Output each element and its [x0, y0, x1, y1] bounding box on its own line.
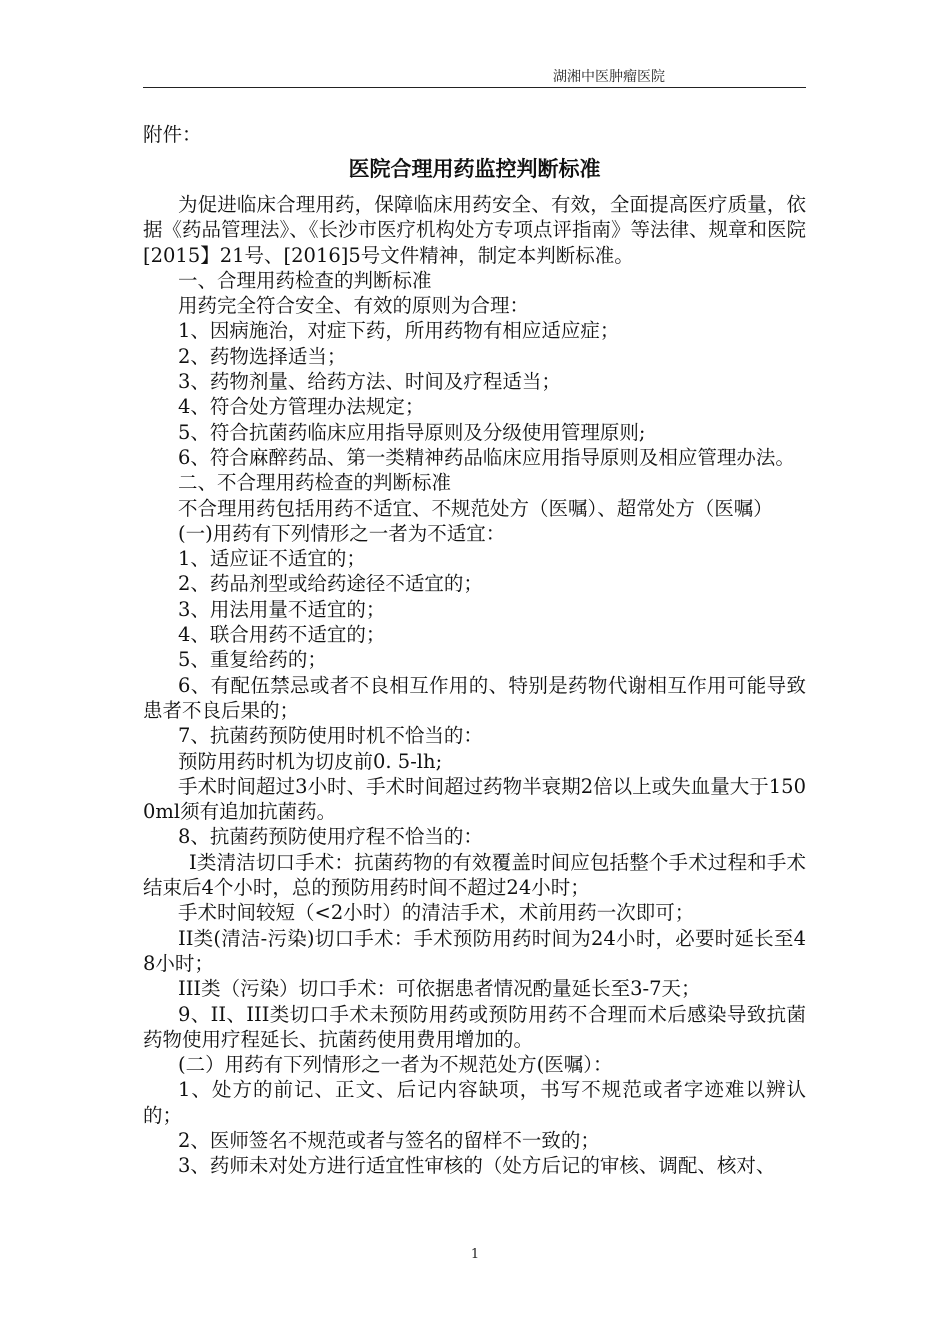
paragraph: 一、合理用药检查的判断标准: [178, 268, 432, 292]
paragraph: 用药完全符合安全、有效的原则为合理：: [178, 294, 530, 318]
paragraph: I类清洁切口手术：抗菌药物的有效覆盖时间应包括整个手术过程和手术结束后4个小时，总的预防用药时间不超过24小时；: [143, 850, 806, 900]
paragraph: (二）用药有下列情形之一者为不规范处方(医嘱）：: [178, 1053, 613, 1077]
paragraph: 手术时间超过3小时、手术时间超过药物半衰期2倍以上或失血量大于1500ml须有追加抗菌药。: [143, 774, 806, 824]
document-title: 医院合理用药监控判断标准: [348, 157, 601, 181]
paragraph: 2、药物选择适当；: [178, 344, 347, 368]
paragraph: 不合理用药包括用药不适宜、不规范处方（医嘱）、超常处方（医嘱）: [178, 496, 773, 520]
running-header: 湖湘中医肿瘤医院: [553, 69, 665, 85]
paragraph: 5、符合抗菌药临床应用指导原则及分级使用管理原则;: [178, 420, 646, 444]
attachment-label: 附件：: [143, 123, 202, 146]
paragraph: 3、用法用量不适宜的；: [178, 597, 386, 621]
paragraph: 1、处方的前记、正文、后记内容缺项，书写不规范或者字迹难以辨认的；: [143, 1078, 806, 1127]
page-number: 1: [470, 1247, 480, 1262]
paragraph: 为促进临床合理用药，保障临床用药安全、有效，全面提高医疗质量，依据《药品管理法》、《长沙市医疗机构处方专项点评指南》等法律、规章和医院[2015】21号、[2016]5号文件精神，制定本判断标准。: [143, 193, 807, 267]
paragraph: 4、符合处方管理办法规定；: [178, 395, 425, 419]
paragraph: 2、药品剂型或给药途径不适宜的；: [178, 572, 483, 596]
paragraph-list: [143, 192, 806, 1179]
paragraph: 预防用药时机为切皮前0. 5-lh;: [178, 749, 443, 773]
paragraph: 1、适应证不适宜的；: [178, 547, 366, 571]
paragraph: 5、重复给药的；: [178, 648, 327, 672]
paragraph: (一)用药有下列情形之一者为不适宜：: [178, 521, 506, 545]
paragraph: 4、联合用药不适宜的；: [178, 623, 386, 647]
document-body: [143, 122, 806, 1179]
paragraph: III类（污染）切口手术：可依据患者情况酌量延长至3-7天；: [178, 977, 701, 1001]
paragraph: 9、II、III类切口手术未预防用药或预防用药不合理而术后感染导致抗菌药物使用疗程延长、抗菌药使用费用增加的。: [143, 1002, 806, 1051]
paragraph: 1、因病施治，对症下药，所用药物有相应适应症；: [178, 319, 620, 343]
paragraph: 8、抗菌药预防使用疗程不恰当的：: [178, 825, 483, 849]
paragraph: 7、抗菌药预防使用时机不恰当的：: [178, 724, 483, 748]
paragraph: 3、药师未对处方进行适宜性审核的（处方后记的审核、调配、核对、: [178, 1154, 776, 1178]
paragraph: 6、符合麻醉药品、第一类精神药品临床应用指导原则及相应管理办法。: [178, 445, 795, 469]
paragraph: 2、医师签名不规范或者与签名的留样不一致的；: [178, 1128, 600, 1152]
paragraph: II类(清洁-污染)切口手术：手术预防用药时间为24小时，必要时延长至48小时；: [143, 926, 806, 975]
paragraph: 6、有配伍禁忌或者不良相互作用的、特别是药物代谢相互作用可能导致患者不良后果的；: [143, 673, 806, 722]
paragraph: 手术时间较短（<2小时）的清洁手术，术前用药一次即可；: [178, 901, 695, 925]
paragraph: 3、药物剂量、给药方法、时间及疗程适当；: [178, 370, 561, 394]
header-rule: [143, 87, 806, 88]
paragraph: 二、不合理用药检查的判断标准: [178, 471, 452, 495]
